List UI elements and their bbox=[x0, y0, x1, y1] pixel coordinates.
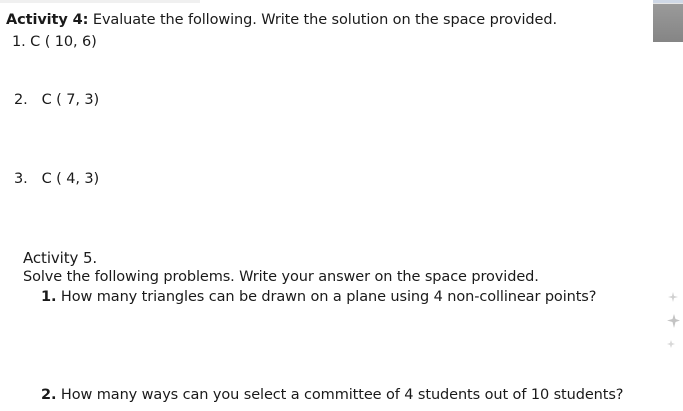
activity-5-instruction: Solve the following problems. Write your answer on the space provided. bbox=[23, 269, 539, 285]
activity-5-problem-1 bbox=[41, 289, 596, 305]
item-expression: C ( 4, 3) bbox=[41, 171, 100, 187]
item-number: 2. bbox=[14, 92, 28, 108]
problem-number: 2. bbox=[41, 387, 57, 403]
activity-4-item-1 bbox=[12, 34, 97, 50]
activity-4-title: Activity 4 bbox=[6, 12, 83, 28]
item-number: 1. bbox=[12, 34, 26, 50]
item-expression: C ( 10, 6) bbox=[30, 34, 97, 50]
top-divider bbox=[0, 0, 200, 3]
problem-text: How many ways can you select a committee of 4 students out of 10 students? bbox=[60, 387, 624, 403]
activity-4-item-3 bbox=[14, 171, 99, 187]
activity-4-instruction: Evaluate the following. Write the solution on the space provided. bbox=[92, 12, 557, 28]
activity-4-header bbox=[6, 12, 557, 28]
sparkle-icon bbox=[665, 288, 681, 348]
item-expression: C ( 7, 3) bbox=[41, 92, 100, 108]
problem-text: How many triangles can be drawn on a plane using 4 non-collinear points? bbox=[60, 289, 597, 305]
activity-4-item-2 bbox=[14, 92, 99, 108]
page-corner-tab bbox=[653, 0, 683, 42]
problem-number: 1. bbox=[41, 289, 57, 305]
activity-5-problem-2 bbox=[41, 387, 623, 403]
item-number: 3. bbox=[14, 171, 28, 187]
activity-5-title: Activity 5. bbox=[23, 249, 98, 267]
activity-4-separator: : bbox=[82, 12, 89, 28]
